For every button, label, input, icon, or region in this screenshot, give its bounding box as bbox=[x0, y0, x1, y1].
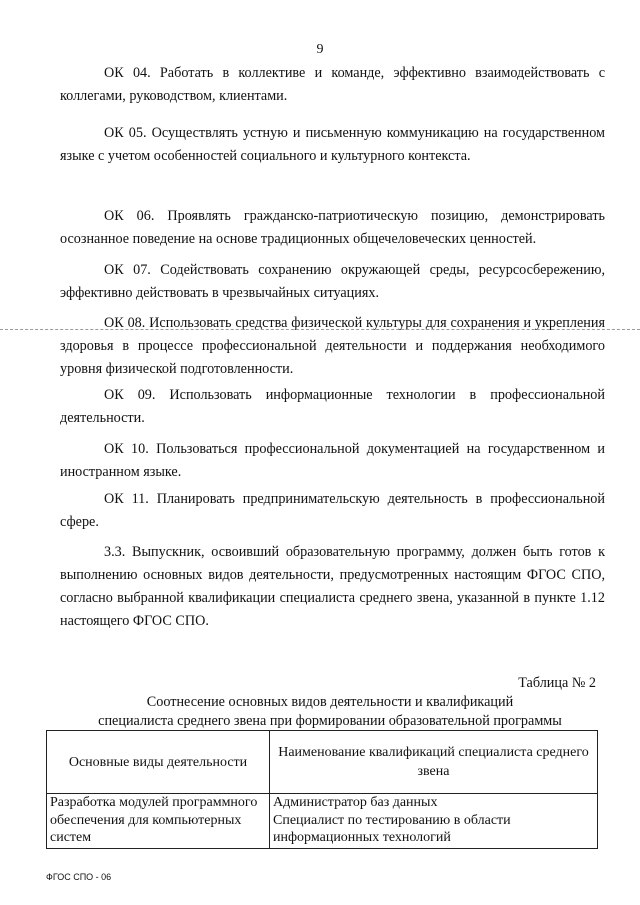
paragraph-ok07: ОК 07. Содействовать сохранению окружающей среды, ресурсосбережению, эффективно действовать в чрезвычайных ситуациях. bbox=[60, 262, 605, 301]
table-caption: Таблица № 2 bbox=[518, 675, 596, 691]
qualification-item: Администратор баз данных bbox=[273, 795, 438, 810]
paragraph-ok06: ОК 06. Проявлять гражданско-патриотическую позицию, демонстрировать осознанное поведение на основе традиционных общечеловеческих ценностей. bbox=[60, 208, 605, 247]
qualification-item: Специалист по тестированию в области информационных технологий bbox=[273, 812, 511, 845]
footer-code: ФГОС СПО - 06 bbox=[46, 872, 112, 882]
paragraph-ok05: ОК 05. Осуществлять устную и письменную коммуникацию на государственном языке с учетом особенностей социального и культурного контекста. bbox=[60, 125, 605, 164]
table-row bbox=[47, 794, 598, 849]
page-number: 9 bbox=[316, 42, 324, 57]
paragraph-ok08: ОК 08. Использовать средства физической культуры для сохранения и укрепления здоровья в процессе профессиональной деятельности и поддержания необходимого уровня физической подготовленности. bbox=[60, 315, 605, 377]
paragraph-ok09: ОК 09. Использовать информационные технологии в профессиональной деятельности. bbox=[60, 387, 605, 426]
paragraph-ok04: ОК 04. Работать в коллективе и команде, эффективно взаимодействовать с коллегами, руководством, клиентами. bbox=[60, 65, 605, 104]
qualifications-table bbox=[46, 730, 598, 849]
table-header-row bbox=[47, 731, 598, 794]
cell-qualifications bbox=[270, 794, 598, 849]
paragraph-ok11: ОК 11. Планировать предпринимательскую деятельность в профессиональной сфере. bbox=[60, 491, 605, 530]
header-activities: Основные виды деятельности bbox=[47, 731, 270, 794]
scan-artifact-line bbox=[0, 329, 640, 330]
paragraph-ok10: ОК 10. Пользоваться профессиональной документацией на государственном и иностранном языке. bbox=[60, 441, 605, 480]
header-qualifications: Наименование квалификаций специалиста среднего звена bbox=[270, 731, 598, 794]
table-title-line-2: специалиста среднего звена при формировании образовательной программы bbox=[98, 713, 562, 729]
table-title-line-1: Соотнесение основных видов деятельности и квалификаций bbox=[146, 694, 514, 710]
table-title bbox=[50, 693, 610, 731]
paragraph-3-3: 3.3. Выпускник, освоивший образовательную программу, должен быть готов к выполнению основных видов деятельности, предусмотренных настоящим ФГОС СПО, согласно выбранной квалификации специалиста среднего звена, указанной в пункте 1.12 настоящего ФГОС СПО. bbox=[60, 544, 605, 629]
cell-activity: Разработка модулей программного обеспечения для компьютерных систем bbox=[47, 794, 270, 849]
